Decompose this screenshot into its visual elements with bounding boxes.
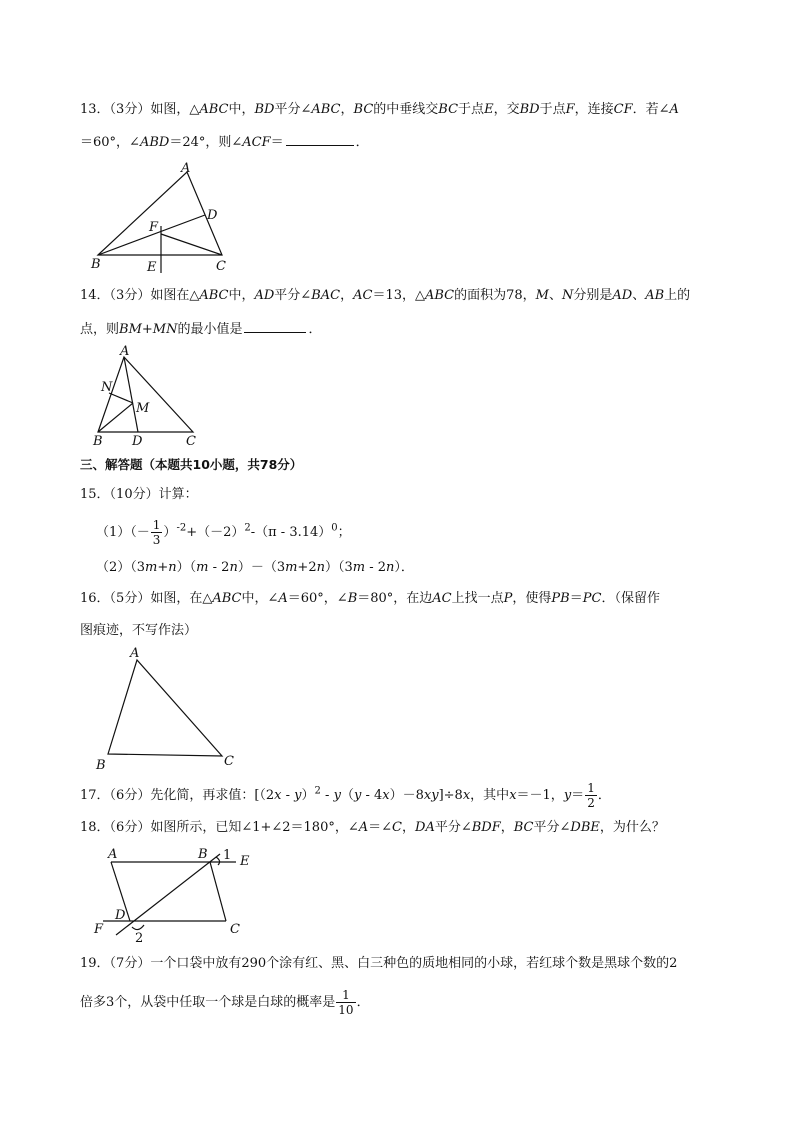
label-c: C bbox=[230, 922, 240, 937]
answer-blank[interactable] bbox=[286, 133, 354, 146]
label-f: F bbox=[149, 220, 159, 235]
angle-2-arc bbox=[132, 925, 144, 930]
triangle-abc bbox=[98, 172, 222, 255]
q18-line: 18．（6分）如图所示，已知∠1+∠2＝180°，∠A＝∠C，DA平分∠BDF，BC平分∠DBE，为什么？ bbox=[80, 820, 665, 835]
q13-figure bbox=[85, 160, 255, 280]
segment-nm bbox=[109, 393, 133, 403]
label-d: D bbox=[132, 434, 143, 449]
q19-line2: 倍多3个，从袋中任取一个球是白球的概率是 $\frac{1}{10}$ ． bbox=[80, 988, 370, 1017]
q14-line2: 点，则BM+MN的最小值是 ． bbox=[80, 322, 322, 337]
label-c: C bbox=[224, 754, 234, 769]
q14-number: 14．（3分）如图在△ bbox=[80, 288, 200, 303]
label-d: D bbox=[115, 908, 126, 923]
q18-figure bbox=[88, 843, 263, 948]
label-c: C bbox=[216, 259, 226, 274]
q16-line1: 16．（5分）如图，在△ABC中，∠A＝60°，∠B＝80°，在边AC上找一点P，使得PB＝PC．（保留作 bbox=[80, 591, 660, 606]
label-e: E bbox=[240, 854, 250, 869]
q16-line2: 图痕迹，不写作法） bbox=[80, 623, 198, 638]
fraction-one-tenth: $\frac{1}{10}$ bbox=[338, 988, 354, 1017]
q14-figure bbox=[88, 345, 208, 450]
q15-part1: （1）（－ $\frac{1}{3}$ ）$^{-2}+(-2)^2-(\pi - 3.14)^0$； bbox=[96, 518, 351, 547]
segment-cf bbox=[161, 234, 222, 255]
q19-line1: 19．（7分）一个口袋中放有290个涂有红、黑、白三种色的质地相同的小球，若红球个数是黑球个数的2 bbox=[80, 956, 678, 971]
label-f: F bbox=[94, 922, 104, 937]
label-2: 2 bbox=[135, 931, 144, 946]
label-a: A bbox=[130, 646, 140, 661]
q17-line: 17．（6分）先化简，再求值：[（2x - y）$^2$ - y（y - 4x）－8xy]÷8x，其中x＝－1，y＝ $\frac{1}{2}$ ． bbox=[80, 781, 611, 810]
angle-1-arc bbox=[216, 857, 220, 865]
label-b: B bbox=[198, 847, 208, 862]
segment-bc bbox=[210, 862, 226, 921]
q13-line1: 13．（3分）如图，△ABC中，BD平分∠ABC，BC的中垂线交BC于点E，交BD于点F，连接CF．若∠A bbox=[80, 102, 679, 117]
label-a: A bbox=[181, 161, 191, 176]
label-b: B bbox=[96, 758, 106, 773]
segment-ad bbox=[124, 357, 138, 432]
label-a: A bbox=[108, 847, 118, 862]
q16-figure bbox=[94, 645, 244, 773]
label-a: A bbox=[120, 344, 130, 359]
q13-number: 13．（3分）如图， bbox=[80, 102, 190, 117]
q15-part2: （2）（3m+n）（m - 2n）－（3m+2n）（3m - 2n）． bbox=[96, 560, 414, 575]
triangle-abc bbox=[108, 660, 222, 756]
q13-line2: ＝60°，∠ABD＝24°，则∠ACF＝ ． bbox=[80, 135, 369, 150]
label-d: D bbox=[207, 208, 218, 223]
q14-line1: 14．（3分）如图在△ABC中，AD平分∠BAC，AC＝13，△ABC的面积为78，M、N分别是AD、AB上的 bbox=[80, 288, 691, 303]
label-1: 1 bbox=[223, 848, 232, 863]
answer-blank[interactable] bbox=[244, 320, 306, 333]
label-e: E bbox=[147, 260, 157, 275]
transversal-db bbox=[116, 854, 220, 935]
q15-heading: 15．（10分）计算： bbox=[80, 487, 198, 502]
label-b: B bbox=[93, 434, 103, 449]
label-n: N bbox=[101, 380, 113, 395]
label-b: B bbox=[91, 257, 101, 272]
section-heading: 三、解答题（本题共10小题，共78分） bbox=[80, 457, 303, 472]
label-c: C bbox=[186, 434, 196, 449]
label-m: M bbox=[136, 401, 150, 416]
fraction-one-half: $\frac{1}{2}$ bbox=[587, 781, 595, 810]
fraction-one-third: $\frac{1}{3}$ bbox=[152, 518, 161, 547]
